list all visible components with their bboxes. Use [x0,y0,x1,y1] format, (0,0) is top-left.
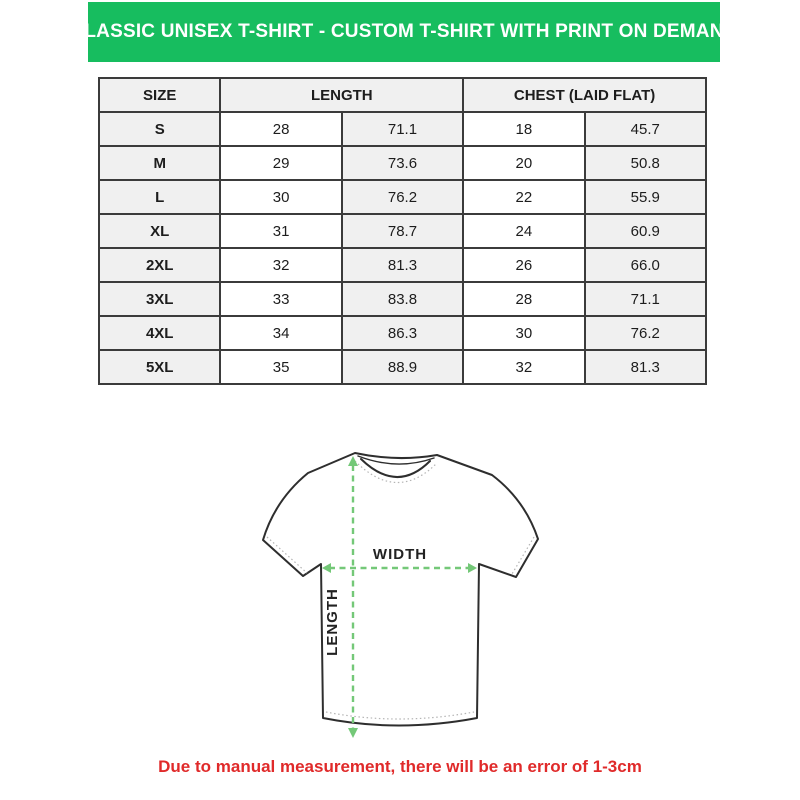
length-label: LENGTH [324,588,341,656]
chest-cm: 45.7 [585,112,706,146]
measurement-disclaimer: Due to manual measurement, there will be an error of 1-3cm [158,757,642,776]
length-cm: 86.3 [342,316,463,350]
tshirt-outline [263,453,538,726]
chest-inches: 32 [463,350,584,384]
table-row [99,248,706,282]
chest-cm: 55.9 [585,180,706,214]
table-header-row [99,78,706,112]
chest-cm: 81.3 [585,350,706,384]
length-inches: 30 [220,180,341,214]
chest-cm: 71.1 [585,282,706,316]
length-cm: 88.9 [342,350,463,384]
chest-inches: 26 [463,248,584,282]
length-inches: 33 [220,282,341,316]
size-label: S [99,112,220,146]
chest-inches: 22 [463,180,584,214]
table-row [99,350,706,384]
chest-inches: 28 [463,282,584,316]
size-label: M [99,146,220,180]
width-label: WIDTH [372,546,428,563]
column-header-length: LENGTH [220,78,463,112]
size-label: L [99,180,220,214]
tshirt-measurement-diagram [230,440,570,750]
table-row [99,282,706,316]
chest-cm: 66.0 [585,248,706,282]
chest-inches: 30 [463,316,584,350]
length-cm: 76.2 [342,180,463,214]
chest-inches: 24 [463,214,584,248]
chest-inches: 20 [463,146,584,180]
table-row [99,214,706,248]
chest-inches: 18 [463,112,584,146]
tshirt-diagram-svg [230,440,570,750]
size-chart-table [98,77,707,385]
size-label: 2XL [99,248,220,282]
length-inches: 28 [220,112,341,146]
table-row [99,146,706,180]
length-inches: 31 [220,214,341,248]
length-cm: 83.8 [342,282,463,316]
length-inches: 35 [220,350,341,384]
chest-cm: 60.9 [585,214,706,248]
length-cm: 73.6 [342,146,463,180]
column-header-size: SIZE [99,78,220,112]
size-label: 3XL [99,282,220,316]
size-label: 4XL [99,316,220,350]
table-row [99,112,706,146]
chest-cm: 50.8 [585,146,706,180]
table-row [99,180,706,214]
table-row [99,316,706,350]
length-cm: 78.7 [342,214,463,248]
chest-cm: 76.2 [585,316,706,350]
length-inches: 34 [220,316,341,350]
length-cm: 81.3 [342,248,463,282]
length-inches: 32 [220,248,341,282]
size-label: XL [99,214,220,248]
page-title: CLASSIC UNISEX T-SHIRT - CUSTOM T-SHIRT WITH PRINT ON DEMAND [70,21,738,42]
length-arrow-bottom-head [348,728,358,738]
column-header-chest: CHEST (LAID FLAT) [463,78,706,112]
length-inches: 29 [220,146,341,180]
size-label: 5XL [99,350,220,384]
header-banner [70,2,738,62]
length-cm: 71.1 [342,112,463,146]
